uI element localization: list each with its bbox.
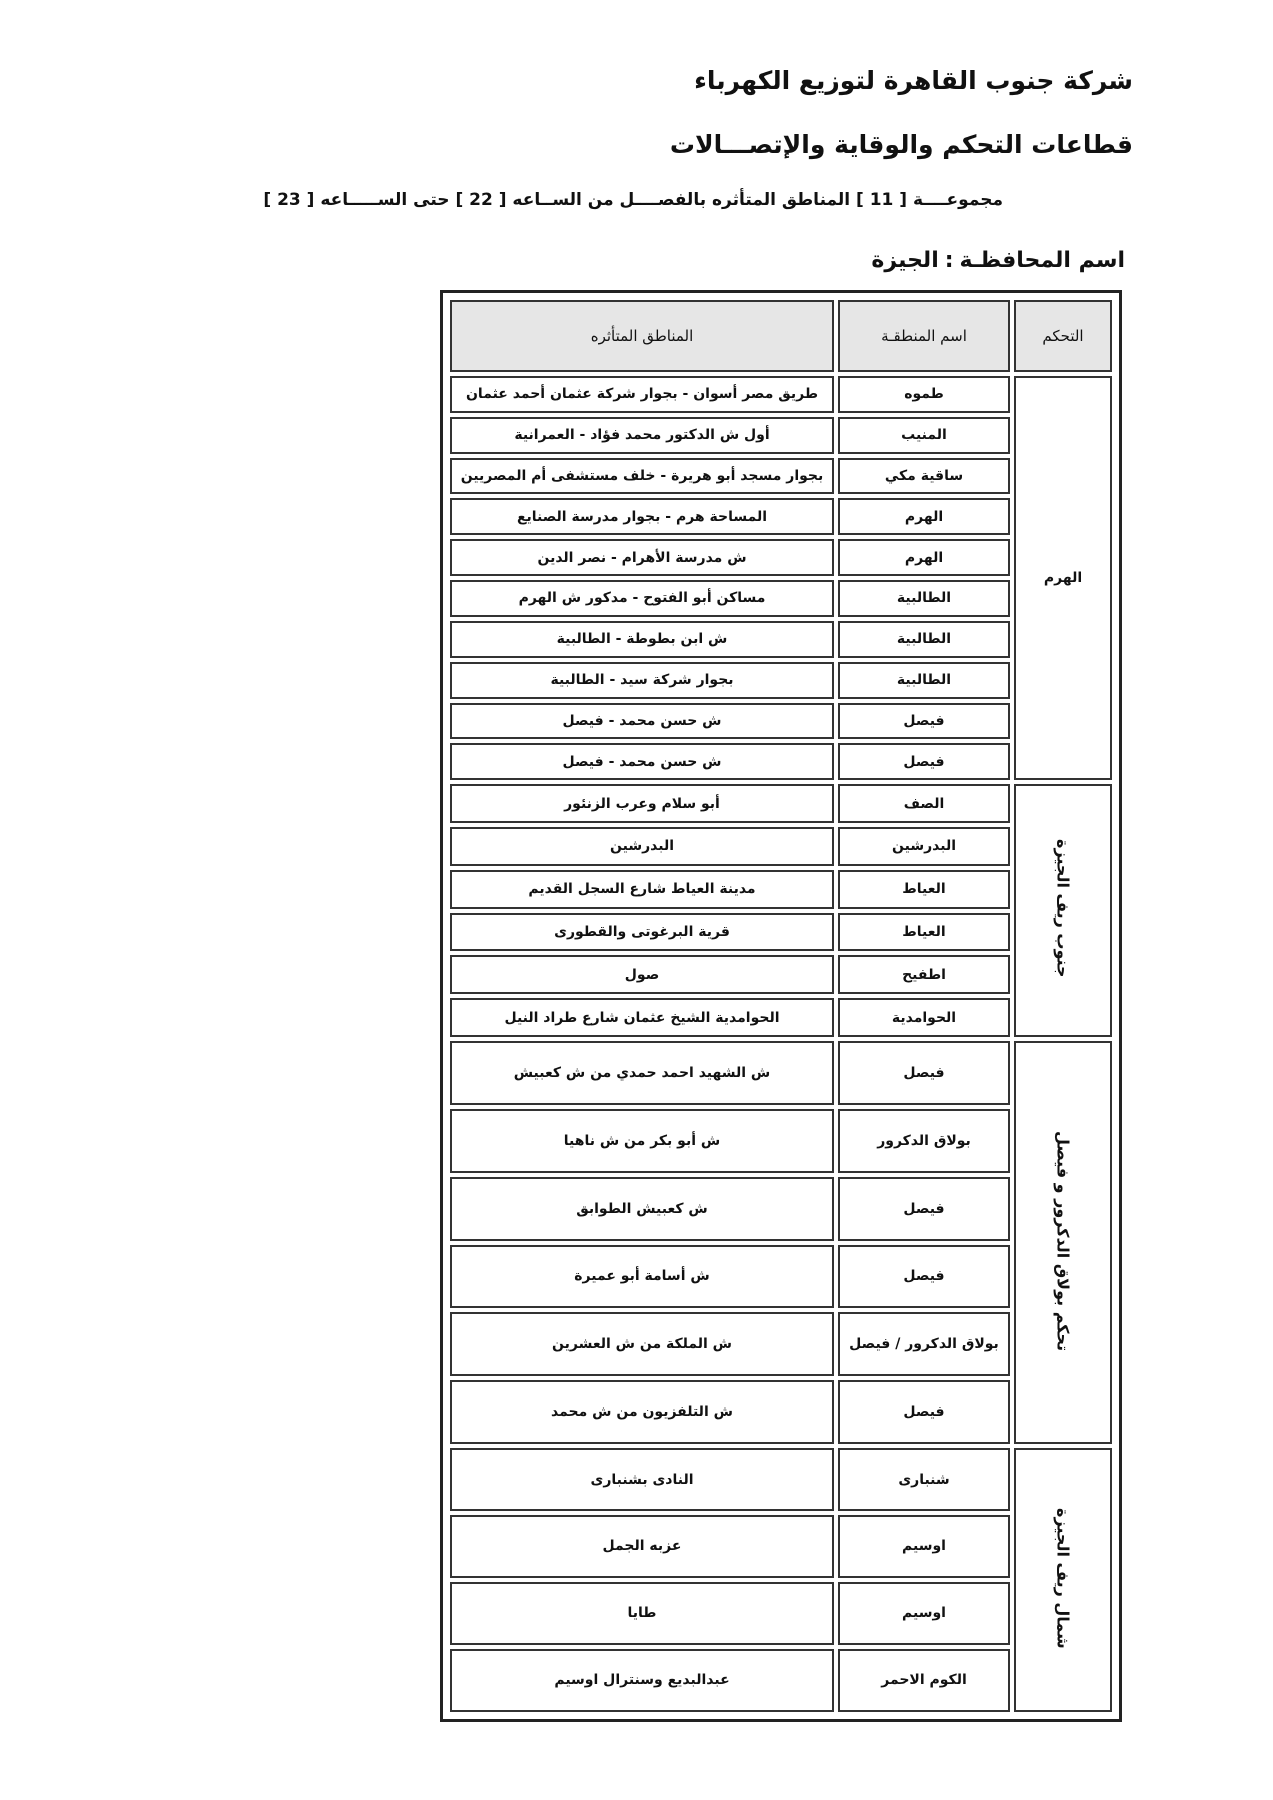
area-cell: بولاق الدكرور <box>838 1109 1010 1173</box>
affected-cell: بجوار شركة سيد - الطالبية <box>450 662 834 699</box>
area-cell: فيصل <box>838 1177 1010 1241</box>
area-cell: الهرم <box>838 498 1010 535</box>
table-row <box>450 1312 1112 1376</box>
table-row <box>450 1515 1112 1578</box>
affected-cell: ش كعبيش الطوابق <box>450 1177 834 1241</box>
area-cell: العياط <box>838 870 1010 909</box>
table-row <box>450 417 1112 454</box>
area-cell: ساقية مكي <box>838 458 1010 495</box>
control-label: تحكم بولاق الدكرور و فيصل <box>1053 1130 1073 1351</box>
table-row <box>450 827 1112 866</box>
area-cell: فيصل <box>838 703 1010 740</box>
affected-cell: طايا <box>450 1582 834 1645</box>
governorate-line: اسم المحافظـة:الجيزة <box>871 248 1125 273</box>
area-cell: الطالبية <box>838 621 1010 658</box>
area-cell: اوسيم <box>838 1582 1010 1645</box>
area-cell: شنبارى <box>838 1448 1010 1511</box>
table-row <box>450 1380 1112 1444</box>
affected-cell: ش حسن محمد - فيصل <box>450 703 834 740</box>
affected-cell: ش التلفزيون من ش محمد <box>450 1380 834 1444</box>
table-row <box>450 1177 1112 1241</box>
affected-cell: أبو سلام وعرب الزنئور <box>450 784 834 823</box>
area-cell: الصف <box>838 784 1010 823</box>
area-cell: بولاق الدكرور / فيصل <box>838 1312 1010 1376</box>
table-row <box>450 1582 1112 1645</box>
affected-cell: طريق مصر أسوان - بجوار شركة عثمان أحمد عثمان <box>450 376 834 413</box>
affected-cell: ش مدرسة الأهرام - نصر الدين <box>450 539 834 576</box>
affected-cell: البدرشين <box>450 827 834 866</box>
affected-cell: قرية البرغوتى والقطورى <box>450 913 834 952</box>
affected-cell: ش أبو بكر من ش ناهيا <box>450 1109 834 1173</box>
table-row <box>450 703 1112 740</box>
header-control: التحكم <box>1014 300 1112 372</box>
table-row <box>450 580 1112 617</box>
control-cell <box>1014 1041 1112 1444</box>
group-line: مجموعــــة [ 11 ] المناطق المتأثره بالفصــــل من الســاعه [ 22 ] حتى الســـــاعه [ 23 ] <box>263 190 1003 210</box>
affected-cell: ش الملكة من ش العشرين <box>450 1312 834 1376</box>
affected-cell: مساكن أبو الفتوح - مدكور ش الهرم <box>450 580 834 617</box>
area-cell: العياط <box>838 913 1010 952</box>
area-cell: الطالبية <box>838 662 1010 699</box>
affected-cell: ش الشهيد احمد حمدي من ش كعبيش <box>450 1041 834 1105</box>
table-row <box>450 870 1112 909</box>
table-row <box>450 913 1112 952</box>
affected-areas-table-frame <box>440 290 1122 1722</box>
area-cell: البدرشين <box>838 827 1010 866</box>
table-row <box>450 998 1112 1037</box>
table-row <box>450 1649 1112 1712</box>
area-cell: اوسيم <box>838 1515 1010 1578</box>
control-label: شمال ريف الجيزة <box>1053 1507 1073 1649</box>
area-cell: فيصل <box>838 1041 1010 1105</box>
table-row <box>450 662 1112 699</box>
area-cell: الحوامدية <box>838 998 1010 1037</box>
affected-cell: ش حسن محمد - فيصل <box>450 743 834 780</box>
table-body <box>450 376 1112 1712</box>
control-cell <box>1014 376 1112 780</box>
table-row <box>450 784 1112 823</box>
table-row <box>450 1245 1112 1309</box>
table-row <box>450 1109 1112 1173</box>
affected-cell: بجوار مسجد أبو هريرة - خلف مستشفى أم المصريين <box>450 458 834 495</box>
table-row <box>450 376 1112 413</box>
affected-cell: عزبه الجمل <box>450 1515 834 1578</box>
affected-cell: عبدالبديع وسنترال اوسيم <box>450 1649 834 1712</box>
affected-cell: صول <box>450 955 834 994</box>
affected-cell: النادى بشنبارى <box>450 1448 834 1511</box>
area-cell: فيصل <box>838 743 1010 780</box>
company-title: شركة جنوب القاهرة لتوزيع الكهرباء <box>694 66 1133 95</box>
affected-cell: مدينة العياط شارع السجل القديم <box>450 870 834 909</box>
affected-cell: المساحة هرم - بجوار مدرسة الصنايع <box>450 498 834 535</box>
control-label: الهرم <box>1043 570 1083 587</box>
table-row <box>450 955 1112 994</box>
area-cell: الكوم الاحمر <box>838 1649 1010 1712</box>
governorate-label: اسم المحافظـة <box>959 248 1125 273</box>
table-row <box>450 458 1112 495</box>
table-row <box>450 1448 1112 1511</box>
table-row <box>450 621 1112 658</box>
sector-title: قطاعات التحكم والوقاية والإتصـــالات <box>669 130 1133 159</box>
affected-cell: ش ابن بطوطة - الطالبية <box>450 621 834 658</box>
area-cell: الطالبية <box>838 580 1010 617</box>
control-cell <box>1014 1448 1112 1712</box>
control-cell <box>1014 784 1112 1037</box>
area-cell: الهرم <box>838 539 1010 576</box>
area-cell: طموه <box>838 376 1010 413</box>
area-cell: المنيب <box>838 417 1010 454</box>
affected-areas-table <box>446 296 1116 1716</box>
table-row <box>450 539 1112 576</box>
governorate-value: الجيزة <box>871 248 939 273</box>
area-cell: فيصل <box>838 1245 1010 1309</box>
table-row <box>450 1041 1112 1105</box>
affected-cell: ش أسامة أبو عميرة <box>450 1245 834 1309</box>
table-row <box>450 498 1112 535</box>
table-header-row <box>450 300 1112 372</box>
control-label: جنوب ريف الجيزة <box>1053 839 1073 978</box>
affected-cell: أول ش الدكتور محمد فؤاد - العمرانية <box>450 417 834 454</box>
header-affected: المناطق المتأثره <box>450 300 834 372</box>
area-cell: فيصل <box>838 1380 1010 1444</box>
affected-cell: الحوامدية الشيخ عثمان شارع طراد النيل <box>450 998 834 1037</box>
area-cell: اطفيح <box>838 955 1010 994</box>
header-area: اسم المنطقـة <box>838 300 1010 372</box>
table-row <box>450 743 1112 780</box>
